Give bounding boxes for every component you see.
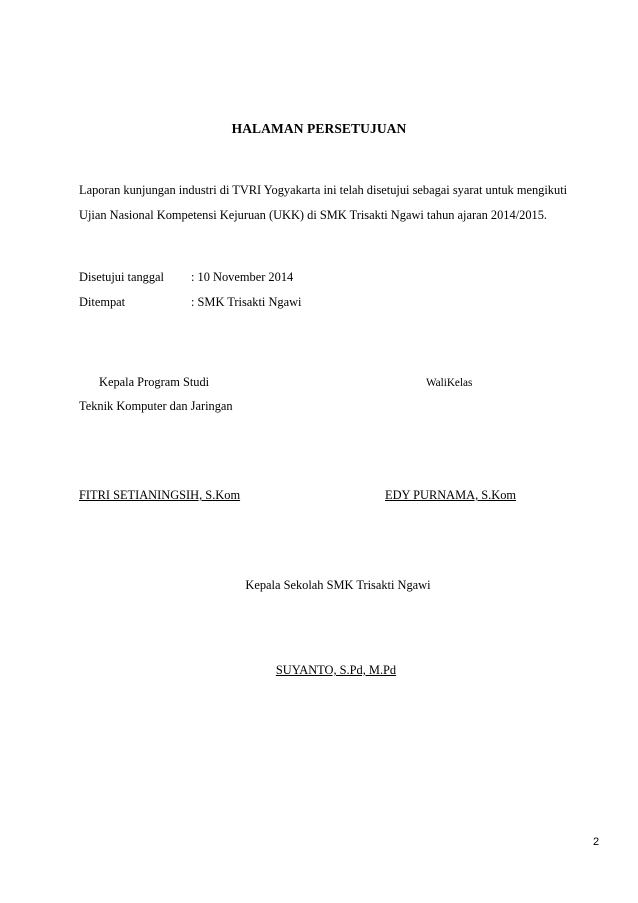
page-title: HALAMAN PERSETUJUAN [231,121,407,136]
approval-date-value: : 10 November 2014 [191,270,294,284]
page-number: 2 [593,836,600,848]
right-signatory-title: WaliKelas [426,377,473,389]
approval-date-row [79,270,293,285]
left-signatory-title-line-2: Teknik Komputer dan Jaringan [79,399,233,413]
left-signatory-name: FITRI SETIANINGSIH, S.Kom [79,488,241,502]
principal-name: SUYANTO, S.Pd, M.Pd [275,663,397,677]
approval-place-label: Ditempat [79,295,126,309]
approval-place-row [79,295,302,310]
approval-place-value: : SMK Trisakti Ngawi [191,295,302,309]
approval-date-label: Disetujui tanggal [79,270,164,284]
principal-title: Kepala Sekolah SMK Trisakti Ngawi [245,578,431,592]
right-signatory-name: EDY PURNAMA, S.Kom [385,488,517,502]
paragraph-line-2: Ujian Nasional Kompetensi Kejuruan (UKK) di SMK Trisakti Ngawi tahun ajaran 2014/2015. [79,208,548,222]
left-signatory-title-line-1: Kepala Program Studi [99,375,210,389]
paragraph-line-1: Laporan kunjungan industri di TVRI Yogyakarta ini telah disetujui sebagai syarat untuk mengikuti [79,183,568,197]
